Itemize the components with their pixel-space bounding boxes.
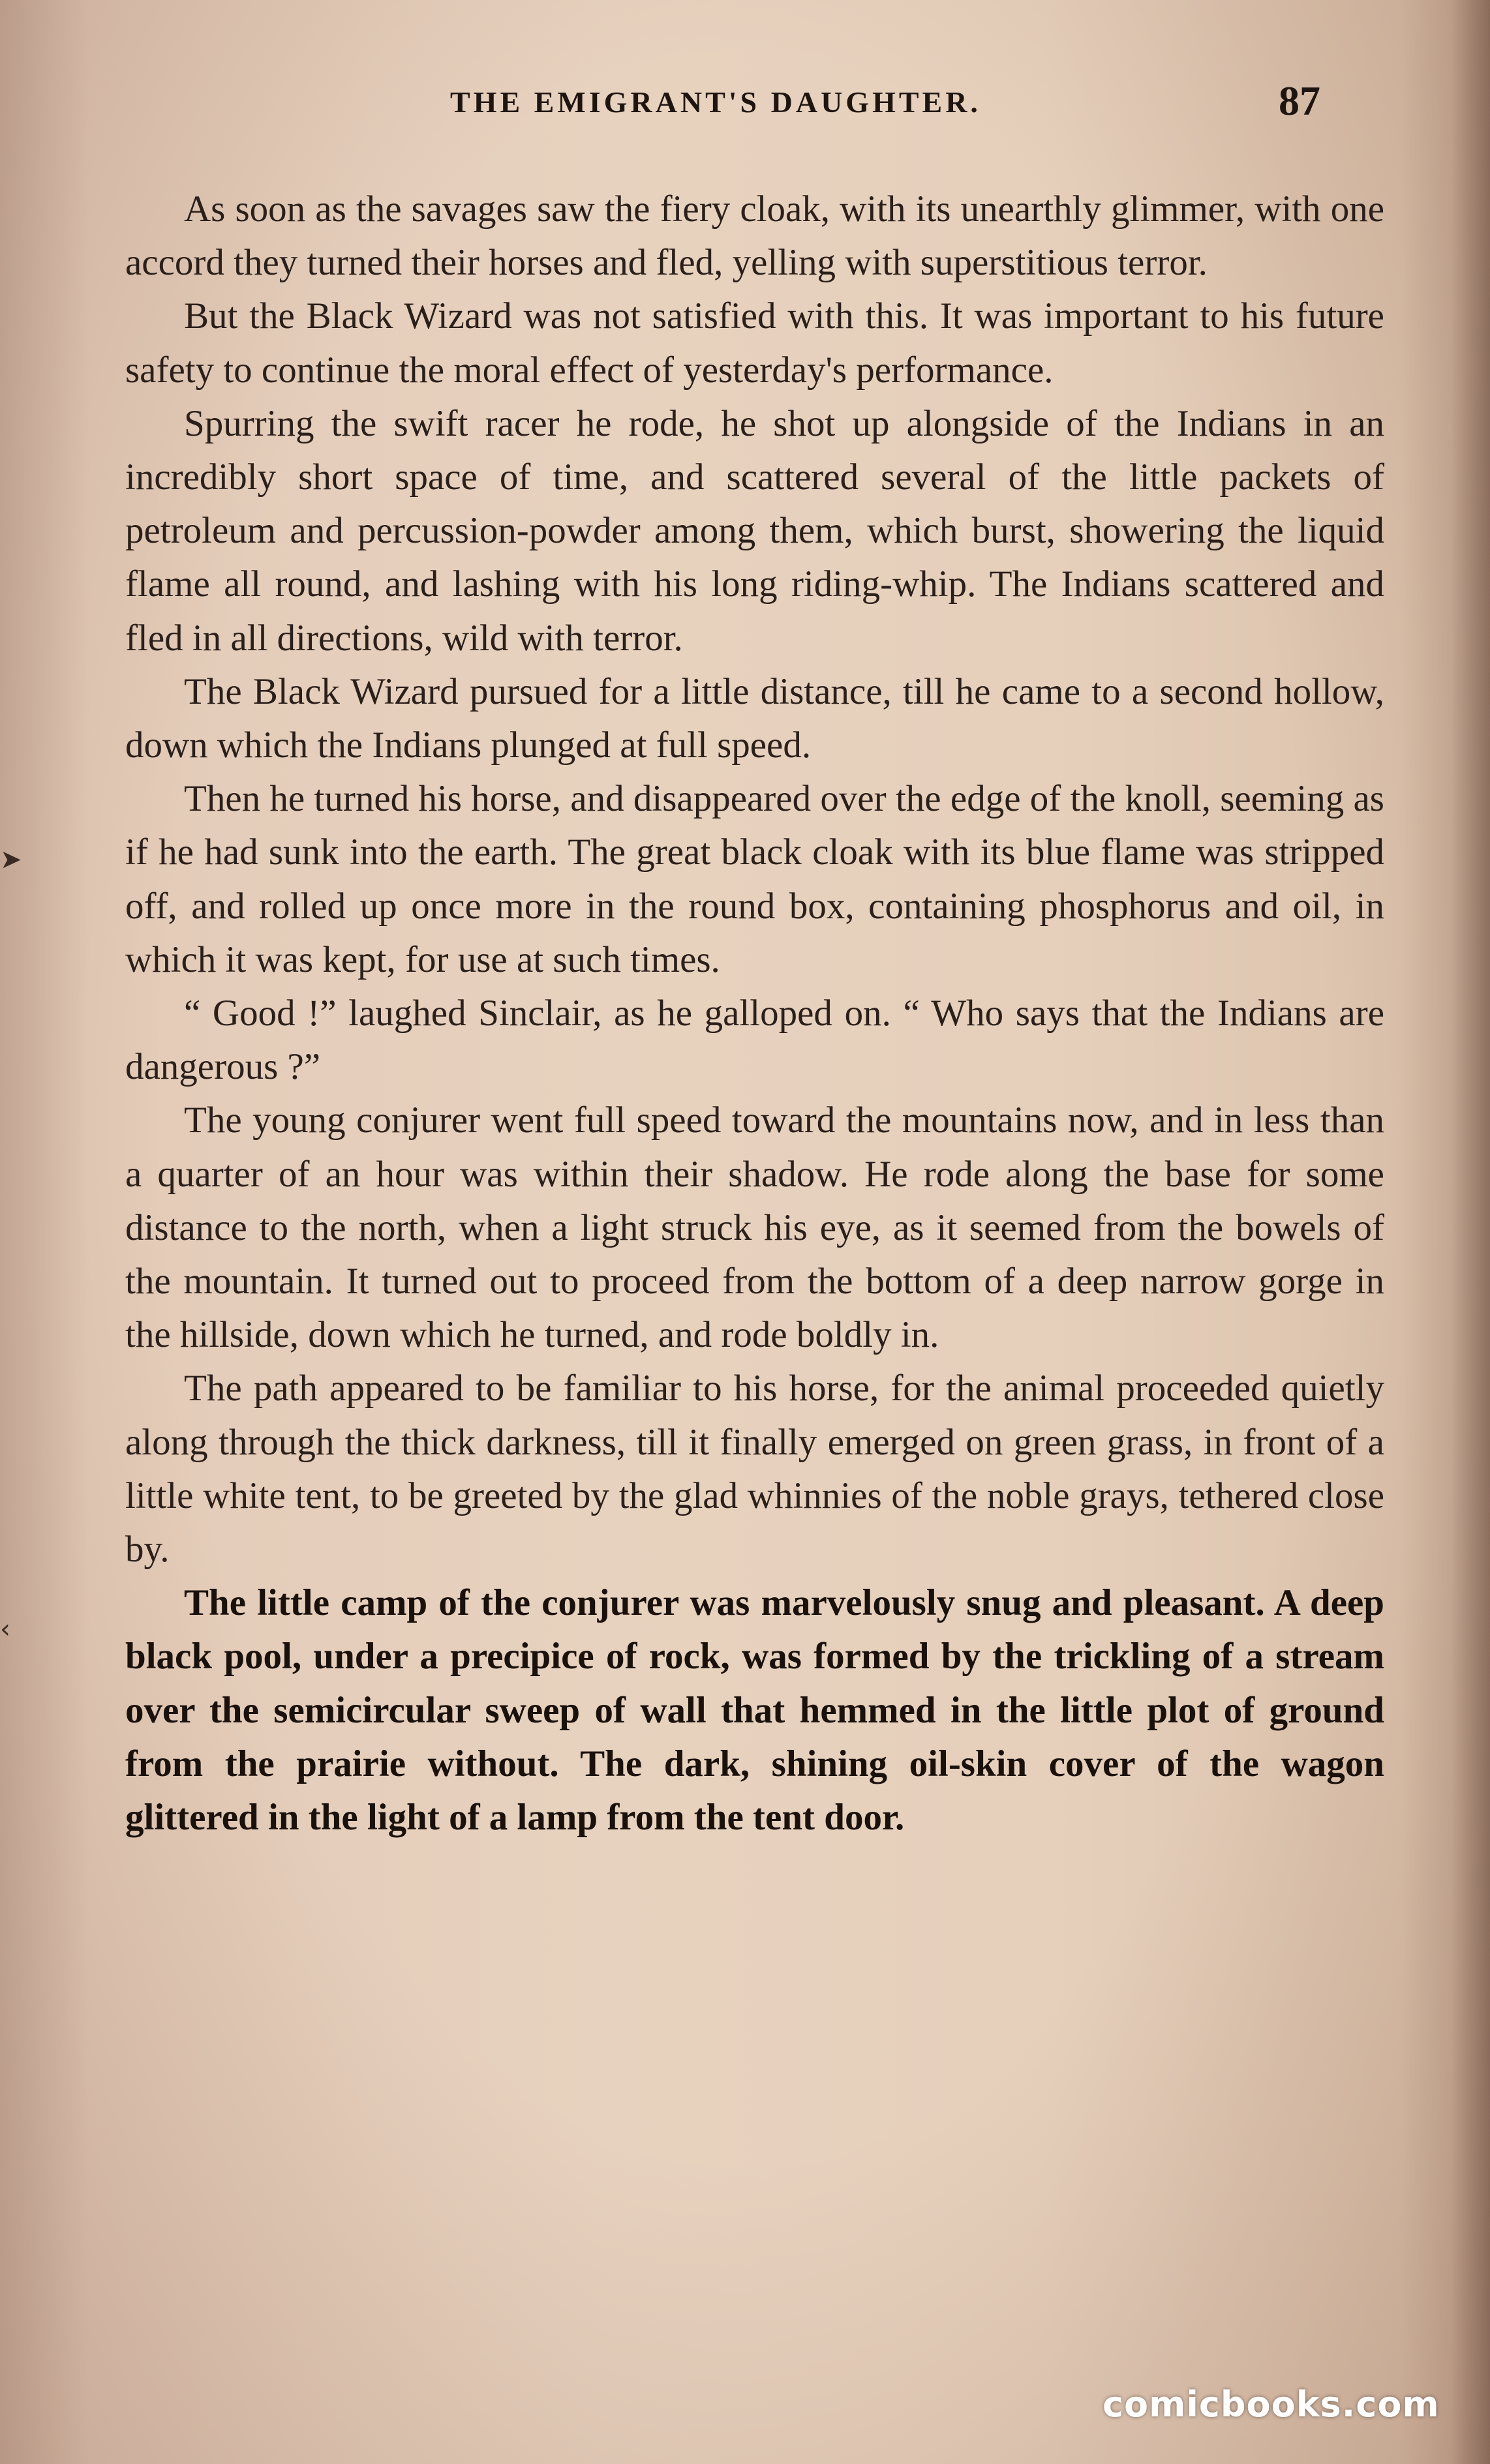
paragraph-2: But the Black Wizard was not satisfied with this. It was important to his future safety to continue the moral effect of yesterday's performance. [125, 295, 1384, 391]
body-text [125, 183, 1384, 1844]
paragraph-3: Spurring the swift racer he rode, he shot up alongside of the Indians in an incredibly short space of time, and scattered several of the little packets of petroleum and percussion-powder among them, which burst, showering the liquid flame all round, and lashing with his long riding-whip. The Indians scattered and fled in all directions, wild with terror. [125, 402, 1384, 659]
page-number: 87 [1279, 78, 1320, 124]
paragraph-9: The little camp of the conjurer was marvelously snug and pleasant. A deep black pool, under a precipice of rock, was formed by the trickling of a stream over the semicircular sweep of wall that hemmed in the little plot of ground from the prairie without. The dark, shining oil-skin cover of the wagon glittered in the light of a lamp from the tent door. [125, 1582, 1384, 1839]
paragraph-8: The path appeared to be familiar to his horse, for the animal proceeded quietly along through the thick darkness, till it finally emerged on green grass, in front of a little white tent, to be greeted by the glad whinnies of the noble grays, tethered close by. [125, 1368, 1384, 1570]
paragraph-5: Then he turned his horse, and disappeared over the edge of the knoll, seeming as if he had sunk into the earth. The great black cloak with its blue flame was stripped off, and rolled up once more in the round box, containing phosphorus and oil, in which it was kept, for use at such times. [125, 778, 1384, 980]
paragraph-4: The Black Wizard pursued for a little distance, till he came to a second hollow, down which the Indians plunged at full speed. [125, 670, 1384, 766]
page-edge-shadow [1451, 0, 1490, 2464]
page-header [0, 77, 1490, 136]
paragraph-7: The young conjurer went full speed toward the mountains now, and in less than a quarter of an hour was within their shadow. He rode along the base for some distance to the north, when a light struck his eye, as it seemed from the bowels of the mountain. It turned out to proceed from the bottom of a deep narrow gorge in the hillside, down which he turned, and rode boldly in. [125, 1100, 1384, 1356]
binding-tear-mark: ‹ [0, 1614, 10, 1644]
paragraph-1: As soon as the savages saw the fiery cloak, with its unearthly glimmer, with one accord they turned their horses and fled, yelling with superstitious terror. [125, 188, 1384, 284]
paragraph-6: “ Good !” laughed Sinclair, as he galloped on. “ Who says that the Indians are dangerous ?” [125, 993, 1384, 1088]
running-head: THE EMIGRANT'S DAUGHTER. [450, 85, 981, 119]
watermark: comicbooks.com [1102, 2384, 1440, 2425]
binding-tear-mark: ➤ [0, 845, 22, 875]
